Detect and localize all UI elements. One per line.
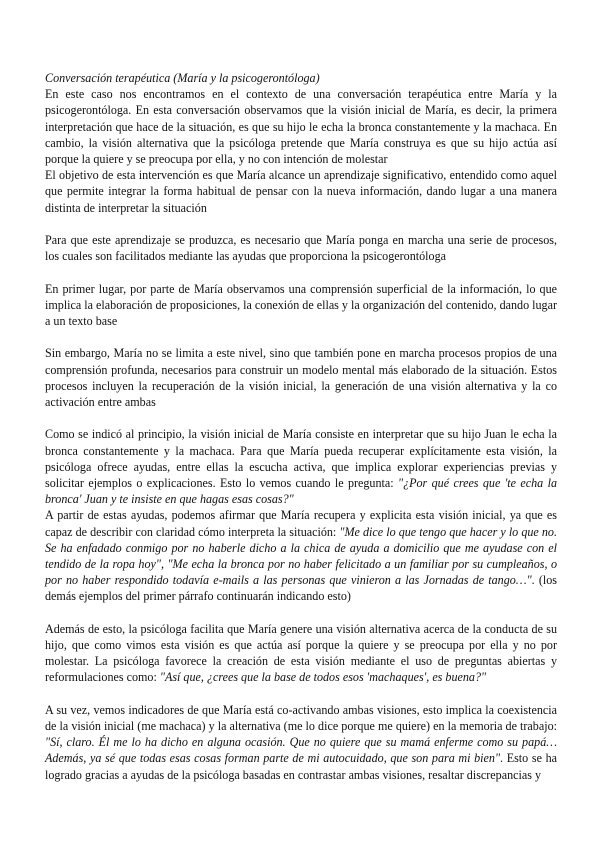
paragraph-text: En este caso nos encontramos en el contexto de una conversación terapéutica entre María y la psicogerontóloga. En esta conversación observamos que la visión inicial de María, es decir, la primera interpretación que hace de la situación, es que su hijo le echa la bronca constantemente y la machaca. En cambio, la visión alternativa que la psicóloga pretende que María construya es que su hijo actúa así porque la quiere y se preocupa por ella, y no con intención de molestar	[45, 87, 557, 167]
paragraph-gap	[45, 329, 557, 345]
paragraph-text: El objetivo de esta intervención es que María alcance un aprendizaje significativo, entendido como aquel que permite integrar la forma habitual de pensar con la nueva información, dando lugar a una manera distinta de interpretar la situación	[45, 168, 557, 215]
document-page	[45, 70, 557, 783]
paragraph-recovery	[45, 507, 557, 604]
document-title: Conversación terapéutica (María y la psicogerontóloga)	[45, 71, 320, 85]
paragraph-objective	[45, 167, 557, 216]
paragraph-text: A su vez, vemos indicadores de que María está co-activando ambas visiones, esto implica la coexistencia de la visión inicial (me machaca) y la alternativa (me lo dice porque me quiere) en la memoria de trabajo:	[45, 702, 557, 734]
quote: "Sí, claro. Él me lo ha dicho en alguna ocasión. Que no quiere que su mamá enferme como su papá… Además, ya sé que todas esas cosas forman parte de mi autocuidado, que son para mi bien"	[45, 735, 557, 766]
paragraph-coactivation	[45, 702, 557, 783]
quote: "¿Por qué crees que 'te echa la bronca' Juan y te insiste en que hagas esas cosas?"	[45, 476, 557, 507]
paragraph-gap	[45, 605, 557, 621]
paragraph-deep	[45, 345, 557, 410]
paragraph-text: Sin embargo, María no se limita a este nivel, sino que también pone en marcha procesos propios de una comprensión profunda, necesarios para construir un modelo mental más elaborado de la situación. Estos procesos incluyen la recuperación de la visión inicial, la generación de una visión alternativa y la co activación entre ambas	[45, 346, 557, 410]
paragraph-text: Además de esto, la psicóloga facilita que María genere una visión alternativa acerca de la conducta de su hijo, que como vimos esta visión es que actúa así porque la quiere y se preocupa por ella y no por molestar. La psicóloga favorece la creación de esta visión mediante el uso de preguntas abiertas y reformulaciones como:	[45, 621, 557, 685]
paragraph-text: Como se indicó al principio, la visión inicial de María consiste en interpretar que su hijo Juan le echa la bronca constantemente y la machaca. Para que María pueda recuperar explícitamente esta visión, la psicóloga ofrece ayudas, entre ellas la escucha activa, que implica explorar experiencias previas y solicitar ejemplos o explicaciones. Esto lo vemos cuando le pregunta:	[45, 427, 557, 491]
paragraph-text: A partir de estas ayudas, podemos afirmar que María recupera y explicita esta visión inicial, ya que es capaz de describir con claridad cómo interpreta la situación:	[45, 508, 557, 539]
paragraph-gap	[45, 410, 557, 426]
paragraph-gap	[45, 686, 557, 702]
quote: "Me dice lo que tengo que hacer y lo que no. Se ha enfadado conmigo por no haberle dicho a la chica de ayuda a domicilio que me ayudase con el tendido de la ropa hoy", "Me echa la bronca por no haber felicitado a un familiar por su cumpleaños, o por no haber respondido todavía e-mails a las personas que vinieron a las Jornadas de tango…"	[45, 524, 557, 588]
paragraph-superficial	[45, 281, 557, 330]
paragraph-text: Para que este aprendizaje se produzca, es necesario que María ponga en marcha una serie de procesos, los cuales son facilitados mediante las ayudas que proporciona la psicogerontóloga	[45, 233, 557, 264]
paragraph-text: . Esto se ha logrado gracias a ayudas de la psicóloga basadas en contrastar ambas visiones, resaltar discrepancias y	[45, 751, 557, 782]
paragraph-context	[45, 86, 557, 167]
quote: "Así que, ¿crees que la base de todos esos 'machaques', es buena?"	[159, 670, 487, 685]
paragraph-initial-view	[45, 426, 557, 507]
paragraph-text: En primer lugar, por parte de María observamos una comprensión superficial de la información, lo que implica la elaboración de proposiciones, la conexión de ellas y la organización del contenido, dando lugar a un texto base	[45, 281, 557, 329]
paragraph-gap	[45, 216, 557, 232]
paragraph-processes	[45, 232, 557, 264]
paragraph-alternative	[45, 621, 557, 686]
paragraph-gap	[45, 264, 557, 280]
paragraph-text: . (los demás ejemplos del primer párrafo continuarán indicando esto)	[45, 573, 557, 604]
